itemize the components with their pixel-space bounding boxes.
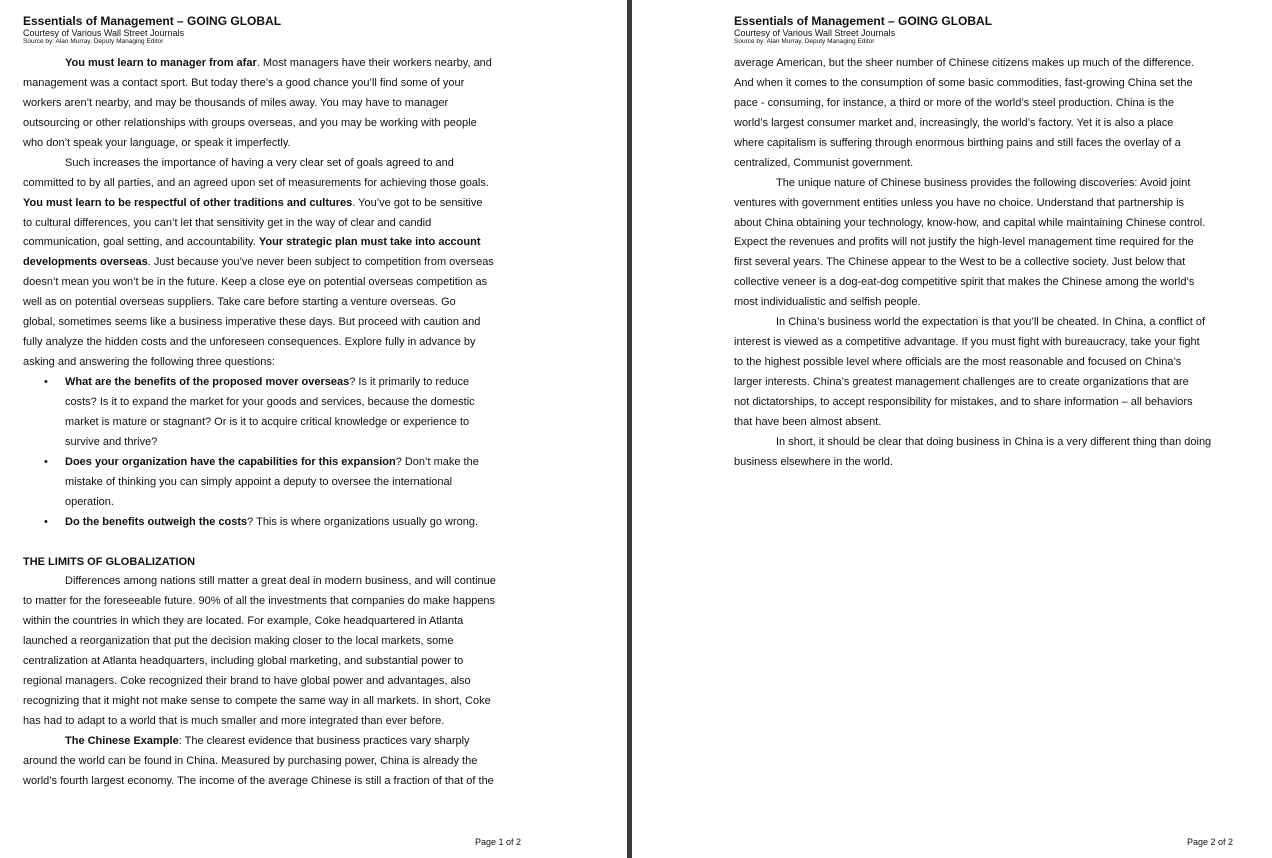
text-line: pace - consuming, for instance, a third or more of the world’s steel production. China is the <box>734 96 1175 109</box>
bold-phrase: Do the benefits outweigh the costs <box>65 515 248 528</box>
text-line <box>23 233 523 253</box>
section-heading: THE LIMITS OF GLOBALIZATION <box>23 555 196 568</box>
text-line: mistake of thinking you can simply appoint a deputy to oversee the international <box>65 475 453 488</box>
text-line: regional managers. Coke recognized their brand to have global power and advantages, also <box>23 675 471 688</box>
document-courtesy-line: Courtesy of Various Wall Street Journals <box>23 28 185 38</box>
text-line: average American, but the sheer number of Chinese citizens makes up much of the difference. <box>734 57 1195 69</box>
text-line: Expect the revenues and profits will not justify the high-level management time required for the <box>734 236 1194 249</box>
text-line: first several years. The Chinese appear to the West to be a collective society. Just below that <box>734 256 1186 269</box>
text-line: Differences among nations still matter a great deal in modern business, and will continue <box>65 575 496 588</box>
text-line: costs? Is it to expand the market for your goods and services, because the domestic <box>65 395 475 408</box>
text-line: fully analyze the hidden costs and the unforeseen consequences. Explore fully in advance by <box>23 336 476 349</box>
text-line: collective veneer is a dog-eat-dog competitive spirit that makes the Chinese among the world’s <box>734 276 1195 289</box>
bold-phrase: developments overseas <box>23 256 148 269</box>
text-line: committed to by all parties, and an agreed upon set of measurements for achieving those goals. <box>23 176 489 189</box>
text-line: And when it comes to the consumption of some basic commodities, fast-growing China set the <box>734 76 1193 89</box>
line-text: ? Is it primarily to reduce <box>349 376 470 388</box>
page-number: Page 2 of 2 <box>1187 837 1234 847</box>
text-line: has had to adapt to a world that is much smaller and more integrated than ever before. <box>23 715 445 727</box>
text-line: well as on potential overseas suppliers. Take care before starting a venture overseas. Go <box>23 296 456 309</box>
text-line: about China obtaining your technology, know-how, and capital while maintaining Chinese control. <box>734 216 1206 229</box>
text-line: where capitalism is suffering through enormous birthing pains and still faces the overlay of a <box>734 136 1181 149</box>
document-title: Essentials of Management – GOING GLOBAL <box>23 14 282 28</box>
line-text: ? Don’t make the <box>395 455 479 468</box>
text-line: operation. <box>65 495 114 508</box>
page-header <box>23 14 281 46</box>
line-text: . Just because you’ve never been subject to competition from overseas <box>147 256 494 269</box>
text-line: to cultural differences, you can’t let that sensitivity get in the way of clear and candid <box>23 216 432 229</box>
text-line: launched a reorganization that put the decision making closer to the local markets, some <box>23 635 454 648</box>
page-number: Page 1 of 2 <box>475 837 522 847</box>
line-text: . Most managers have their workers nearby, and <box>256 57 492 69</box>
page-body <box>23 54 523 792</box>
page-body <box>734 54 1236 473</box>
text-line: workers aren’t nearby, and may be thousands of miles away. You may have to manager <box>23 96 449 109</box>
text-line: within the countries in which they are located. For example, Coke headquartered in Atlanta <box>23 615 464 628</box>
bullet-item <box>23 453 523 473</box>
spacer <box>23 533 523 553</box>
text-line: interest is viewed as a competitive advantage. If you must fight with bureaucracy, take your fight <box>734 336 1200 349</box>
bullet-icon: • <box>44 376 48 388</box>
text-line: outsourcing or other relationships with groups overseas, and you may be working with people <box>23 116 477 129</box>
text-line: world’s largest consumer market and, increasingly, the world’s factory. Yet it is also a place <box>734 116 1174 129</box>
document-source-line: Source by: Alan Murray, Deputy Managing Editor <box>734 38 875 45</box>
text-line: survive and thrive? <box>65 435 158 448</box>
document-title: Essentials of Management – GOING GLOBAL <box>734 14 993 28</box>
bold-phrase: What are the benefits of the proposed mover overseas <box>65 376 350 388</box>
text-line: In short, it should be clear that doing business in China is a very different thing than doing <box>776 435 1212 448</box>
text-line: that have been almost absent. <box>734 415 882 428</box>
text-line: around the world can be found in China. Measured by purchasing power, China is already the <box>23 754 478 767</box>
bold-phrase: You must learn to be respectful of other traditions and cultures <box>23 196 353 209</box>
bold-phrase: Your strategic plan must take into account <box>258 236 481 249</box>
text-line: world’s fourth largest economy. The income of the average Chinese is still a fraction of that of the <box>23 774 494 787</box>
document-page-1 <box>0 0 627 858</box>
text-line: most individualistic and selfish people. <box>734 296 921 309</box>
text-line: asking and answering the following three questions: <box>23 356 275 369</box>
text-line: ventures with government entities unless you have no choice. Understand that partnership is <box>734 196 1185 209</box>
bullet-item <box>23 373 523 393</box>
bullet-icon: • <box>44 515 48 528</box>
text-line <box>23 253 523 273</box>
line-text: ? This is where organizations usually go wrong. <box>247 515 479 528</box>
text-line: to matter for the foreseeable future. 90% of all the investments that companies do make happens <box>23 595 496 608</box>
bold-phrase: You must learn to manager from afar <box>65 57 257 69</box>
text-line: The unique nature of Chinese business provides the following discoveries: Avoid joint <box>776 176 1191 189</box>
text-line: larger interests. China’s greatest management challenges are to create organizations that are <box>734 376 1189 388</box>
text-line: to the highest possible level where officials are the most reasonable and focused on China’s <box>734 356 1182 369</box>
text-line: centralized, Communist government. <box>734 156 914 169</box>
text-line: Such increases the importance of having a very clear set of goals agreed to and <box>65 156 454 169</box>
text-line <box>23 54 523 74</box>
text-line: market is mature or stagnant? Or is it to acquire critical knowledge or experience to <box>65 415 470 428</box>
text-line: global, sometimes seems like a business imperative these days. But proceed with caution and <box>23 316 481 329</box>
bullet-icon: • <box>44 455 48 468</box>
line-text: : The clearest evidence that business practices vary sharply <box>178 734 470 747</box>
text-line: business elsewhere in the world. <box>734 455 893 468</box>
page-header <box>734 14 992 46</box>
text-line <box>23 194 523 214</box>
document-courtesy-line: Courtesy of Various Wall Street Journals <box>734 28 896 38</box>
text-line: who don’t speak your language, or speak it imperfectly. <box>23 136 291 149</box>
text-line: management was a contact sport. But today there’s a good chance you’ll find some of your <box>23 76 465 89</box>
document-page-2 <box>632 0 1272 858</box>
line-text: communication, goal setting, and accountability. <box>23 236 259 249</box>
text-line: not dictatorships, to accept responsibility for mistakes, and to share information – all behaviors <box>734 395 1193 408</box>
bold-phrase: The Chinese Example <box>65 734 179 747</box>
bullet-item <box>23 513 523 533</box>
bold-phrase: Does your organization have the capabilities for this expansion <box>65 455 396 468</box>
line-text: . You’ve got to be sensitive <box>352 196 483 209</box>
text-line: In China’s business world the expectation is that you’ll be cheated. In China, a conflict of <box>776 316 1206 329</box>
text-line: centralization at Atlanta headquarters, including global marketing, and substantial power to <box>23 655 464 668</box>
text-line <box>23 732 523 752</box>
document-source-line: Source by: Alan Murray, Deputy Managing Editor <box>23 38 164 45</box>
text-line: recognizing that it might not make sense to compete the same way in all markets. In short, Coke <box>23 695 491 708</box>
text-line: doesn’t mean you won’t be in the future. Keep a close eye on potential overseas competition as <box>23 276 488 289</box>
